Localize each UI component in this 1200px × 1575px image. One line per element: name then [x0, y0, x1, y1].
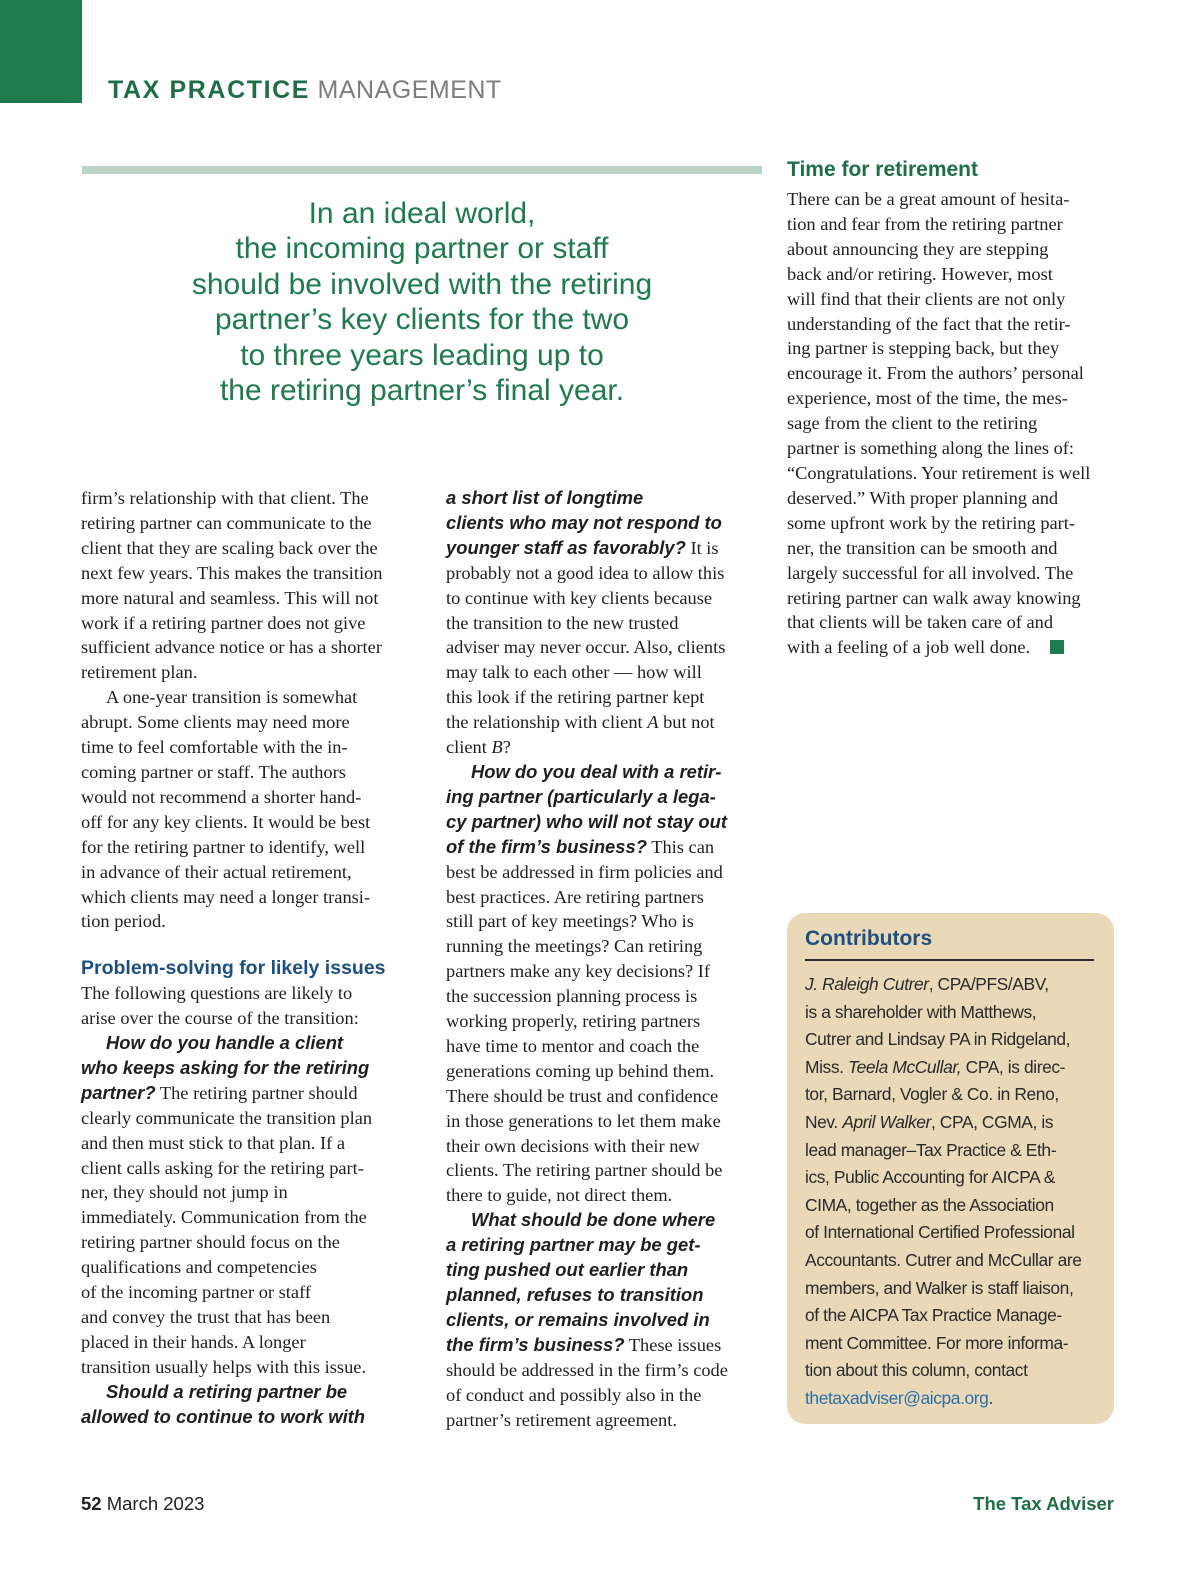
body-line: generations coming up behind them.	[446, 1060, 715, 1081]
body-line: of the incoming partner or staff	[81, 1282, 311, 1303]
contrib-line	[805, 1109, 1105, 1137]
body-line: coming partner or staff. The authors	[81, 761, 346, 782]
body-line: and convey the trust that has been	[81, 1307, 331, 1327]
question-line: cy partner) who will not stay out	[446, 810, 727, 832]
question-line: What should be done where	[471, 1209, 716, 1231]
page-number: 52	[81, 1493, 102, 1514]
contrib-text: , CPA, CGMA, is	[930, 1111, 1054, 1132]
answer-text: These issues	[624, 1334, 722, 1355]
body-line: running the meetings? Can retiring	[446, 936, 703, 957]
question-line: planned, refuses to transition	[446, 1284, 704, 1305]
pull-quote-line: to three years leading up to	[240, 338, 604, 372]
body-line	[446, 1333, 776, 1358]
question-line: who keeps asking for the retiring	[81, 1056, 370, 1078]
body-line: more natural and seamless. This will not	[81, 587, 379, 608]
question-text: partner?	[81, 1081, 156, 1103]
body-line: placed in their hands. A longer	[81, 1331, 306, 1352]
contrib-text: Miss.	[805, 1056, 849, 1077]
body-line: best be addressed in firm policies and	[446, 861, 723, 882]
body-line: experience, most of the time, the mes-	[787, 388, 1068, 409]
body-line: tion period.	[81, 911, 166, 932]
contrib-text: Nev.	[805, 1111, 843, 1132]
body-line: partner’s retirement agreement.	[446, 1409, 677, 1430]
body-line: qualifications and competencies	[81, 1257, 317, 1278]
body-line: will find that their clients are not only	[787, 288, 1066, 309]
body-line: clients. The retiring partner should be	[446, 1160, 723, 1181]
body-line: immediately. Communication from the	[81, 1207, 367, 1228]
body-line: There can be a great amount of hesita-	[787, 189, 1070, 209]
contrib-line: Cutrer and Lindsay PA in Ridgeland,	[805, 1029, 1071, 1050]
contrib-line: CIMA, together as the Association	[805, 1194, 1054, 1215]
body-text: client	[446, 737, 492, 758]
corner-color-block	[0, 0, 82, 103]
contributors-box	[787, 913, 1114, 1424]
body-line: retiring partner can communicate to the	[81, 512, 372, 533]
body-line: still part of key meetings? Who is	[446, 911, 694, 932]
contributor-name: Teela McCullar,	[848, 1056, 962, 1077]
body-line: partner is something along the lines of:	[787, 438, 1075, 459]
pull-quote	[82, 196, 762, 408]
end-of-article-square-icon	[1050, 640, 1064, 654]
body-line: their own decisions with their new	[446, 1135, 700, 1156]
body-text: with a feeling of a job well done.	[787, 637, 1031, 658]
body-text: ?	[502, 737, 511, 758]
subheading-time-for-retirement: Time for retirement	[787, 158, 978, 181]
body-line: retiring partner can walk away knowing	[787, 587, 1081, 608]
question-line: allowed to continue to work with	[81, 1405, 366, 1427]
contact-email-link[interactable]: thetaxadviser@aicpa.org	[805, 1387, 989, 1408]
body-line: back and/or retiring. However, most	[787, 263, 1053, 284]
question-line: a retiring partner may be get-	[446, 1234, 701, 1256]
body-line: about announcing they are stepping	[787, 238, 1049, 259]
body-line: abrupt. Some clients may need more	[81, 712, 350, 733]
body-line: next few years. This makes the transition	[81, 562, 383, 583]
body-line: A one-year transition is somewhat	[106, 687, 358, 708]
contrib-line: is a shareholder with Matthews,	[805, 1001, 1037, 1022]
body-line: sage from the client to the retiring	[787, 413, 1038, 434]
contrib-line: lead manager–Tax Practice & Eth-	[805, 1139, 1057, 1160]
body-line	[446, 835, 776, 860]
body-text-italic: A	[647, 712, 659, 733]
question-line: ting pushed out earlier than	[446, 1259, 689, 1281]
contrib-text: .	[988, 1387, 993, 1408]
question-line: How do you handle a client	[106, 1032, 344, 1054]
body-line: partners make any key decisions? If	[446, 961, 711, 982]
answer-text: The retiring partner should	[155, 1082, 358, 1103]
contrib-line: tor, Barnard, Vogler & Co. in Reno,	[805, 1084, 1059, 1105]
question-text: of the firm’s business?	[446, 835, 647, 857]
body-text-italic: B	[491, 737, 503, 758]
question-line: clients, or remains involved in	[446, 1308, 710, 1330]
body-line: ner, the transition can be smooth and	[787, 537, 1058, 558]
body-line: should be addressed in the firm’s code	[446, 1359, 728, 1380]
contrib-line: Accountants. Cutrer and McCullar are	[805, 1249, 1082, 1270]
body-line: in advance of their actual retirement,	[81, 861, 352, 882]
contrib-line	[805, 971, 1105, 999]
body-line: for the retiring partner to identify, well	[81, 836, 366, 857]
body-line: the transition to the new trusted	[446, 612, 679, 633]
body-line	[81, 1081, 411, 1106]
body-line: tion and fear from the retiring partner	[787, 213, 1063, 234]
question-text: the firm’s business?	[446, 1333, 625, 1355]
column-2	[446, 486, 776, 1432]
answer-text: This can	[646, 836, 715, 857]
body-line: may talk to each other — how will	[446, 662, 702, 683]
pull-quote-line: the retiring partner’s final year.	[219, 374, 625, 408]
contrib-line: of the AICPA Tax Practice Manage-	[805, 1305, 1062, 1326]
contrib-line: ment Committee. For more informa-	[805, 1332, 1069, 1353]
footer-folio	[81, 1493, 204, 1515]
body-line: this look if the retiring partner kept	[446, 687, 705, 708]
contrib-line: tion about this column, contact	[805, 1360, 1028, 1381]
body-line: of conduct and possibly also in the	[446, 1384, 702, 1405]
body-line: deserved.” With proper planning and	[787, 487, 1059, 508]
body-line	[446, 536, 776, 561]
contrib-text: CPA, is direc-	[961, 1056, 1066, 1077]
contrib-line: members, and Walker is staff liaison,	[805, 1277, 1074, 1298]
body-line: probably not a good idea to allow this	[446, 562, 725, 583]
body-line: encourage it. From the authors’ personal	[787, 363, 1084, 384]
question-line: a short list of longtime	[446, 487, 644, 508]
contributor-name: April Walker	[842, 1111, 931, 1132]
body-line: sufficient advance notice or has a shorter	[81, 637, 382, 658]
body-line: there to guide, not direct them.	[446, 1185, 673, 1206]
section-header	[108, 76, 502, 105]
pull-quote-line: In an ideal world,	[308, 197, 536, 230]
body-line: ner, they should not jump in	[81, 1182, 288, 1203]
contributors-title: Contributors	[805, 927, 933, 950]
body-line: firm’s relationship with that client. The	[81, 488, 369, 508]
pull-quote-line: the incoming partner or staff	[235, 232, 609, 266]
body-line: transition usually helps with this issue.	[81, 1356, 367, 1377]
body-line: “Congratulations. Your retirement is well	[787, 462, 1091, 483]
subheading-problem-solving: Problem-solving for likely issues	[81, 957, 386, 980]
publication-name: The Tax Adviser	[973, 1493, 1114, 1514]
body-line: largely successful for all involved. The	[787, 562, 1074, 583]
body-line: the succession planning process is	[446, 986, 698, 1007]
body-line: arise over the course of the transition:	[81, 1008, 359, 1029]
column-1	[81, 486, 411, 1430]
body-line: adviser may never occur. Also, clients	[446, 637, 726, 658]
body-line	[787, 635, 1117, 660]
body-line: have time to mentor and coach the	[446, 1035, 700, 1056]
question-line: ing partner (particularly a lega-	[446, 785, 716, 807]
body-line: in those generations to let them make	[446, 1110, 721, 1131]
section-header-bold: TAX PRACTICE	[108, 76, 311, 104]
body-line: retiring partner should focus on the	[81, 1232, 340, 1253]
body-line: off for any key clients. It would be best	[81, 811, 371, 832]
body-line: client that they are scaling back over the	[81, 537, 378, 558]
contributors-rule	[805, 959, 1094, 961]
question-line: Should a retiring partner be	[106, 1380, 348, 1402]
body-line: retirement plan.	[81, 662, 198, 683]
body-line: would not recommend a shorter hand-	[81, 786, 362, 807]
body-line: some upfront work by the retiring part-	[787, 512, 1076, 533]
body-text: but not	[658, 712, 715, 733]
contrib-line: of International Certified Professional	[805, 1222, 1075, 1243]
contributor-name: J. Raleigh Cutrer	[805, 974, 929, 994]
issue-date: March 2023	[106, 1493, 205, 1514]
body-line: best practices. Are retiring partners	[446, 886, 704, 907]
body-line: time to feel comfortable with the in-	[81, 737, 348, 758]
body-line: The following questions are likely to	[81, 983, 353, 1004]
body-line: ing partner is stepping back, but they	[787, 338, 1060, 359]
question-line: How do you deal with a retir-	[471, 760, 722, 782]
section-header-light: MANAGEMENT	[317, 76, 502, 104]
pull-quote-line: should be involved with the retiring	[191, 267, 653, 301]
body-line: working properly, retiring partners	[446, 1011, 701, 1032]
body-line: which clients may need a longer transi-	[81, 886, 371, 907]
body-line: work if a retiring partner does not give	[81, 612, 366, 633]
body-text: the relationship with client	[446, 712, 648, 733]
body-line	[446, 735, 776, 760]
pull-quote-rule	[82, 166, 762, 174]
answer-text: It is	[685, 537, 719, 558]
contrib-line: ics, Public Accounting for AICPA &	[805, 1167, 1055, 1188]
column-3	[787, 187, 1117, 660]
question-line: clients who may not respond to	[446, 511, 722, 533]
body-line	[446, 710, 776, 735]
pull-quote-line: partner’s key clients for the two	[214, 303, 630, 337]
contrib-line	[805, 1385, 1105, 1413]
body-line: to continue with key clients because	[446, 587, 713, 608]
body-line: understanding of the fact that the retir-	[787, 313, 1071, 334]
body-line: that clients will be taken care of and	[787, 612, 1054, 633]
question-text: younger staff as favorably?	[446, 536, 686, 558]
contrib-text: , CPA/PFS/ABV,	[928, 974, 1049, 994]
body-line: client calls asking for the retiring part-	[81, 1157, 364, 1178]
body-line: and then must stick to that plan. If a	[81, 1132, 346, 1153]
body-line: There should be trust and confidence	[446, 1085, 719, 1106]
contrib-line	[805, 1054, 1105, 1082]
body-line: clearly communicate the transition plan	[81, 1107, 373, 1128]
contributors-body	[805, 971, 1105, 1413]
